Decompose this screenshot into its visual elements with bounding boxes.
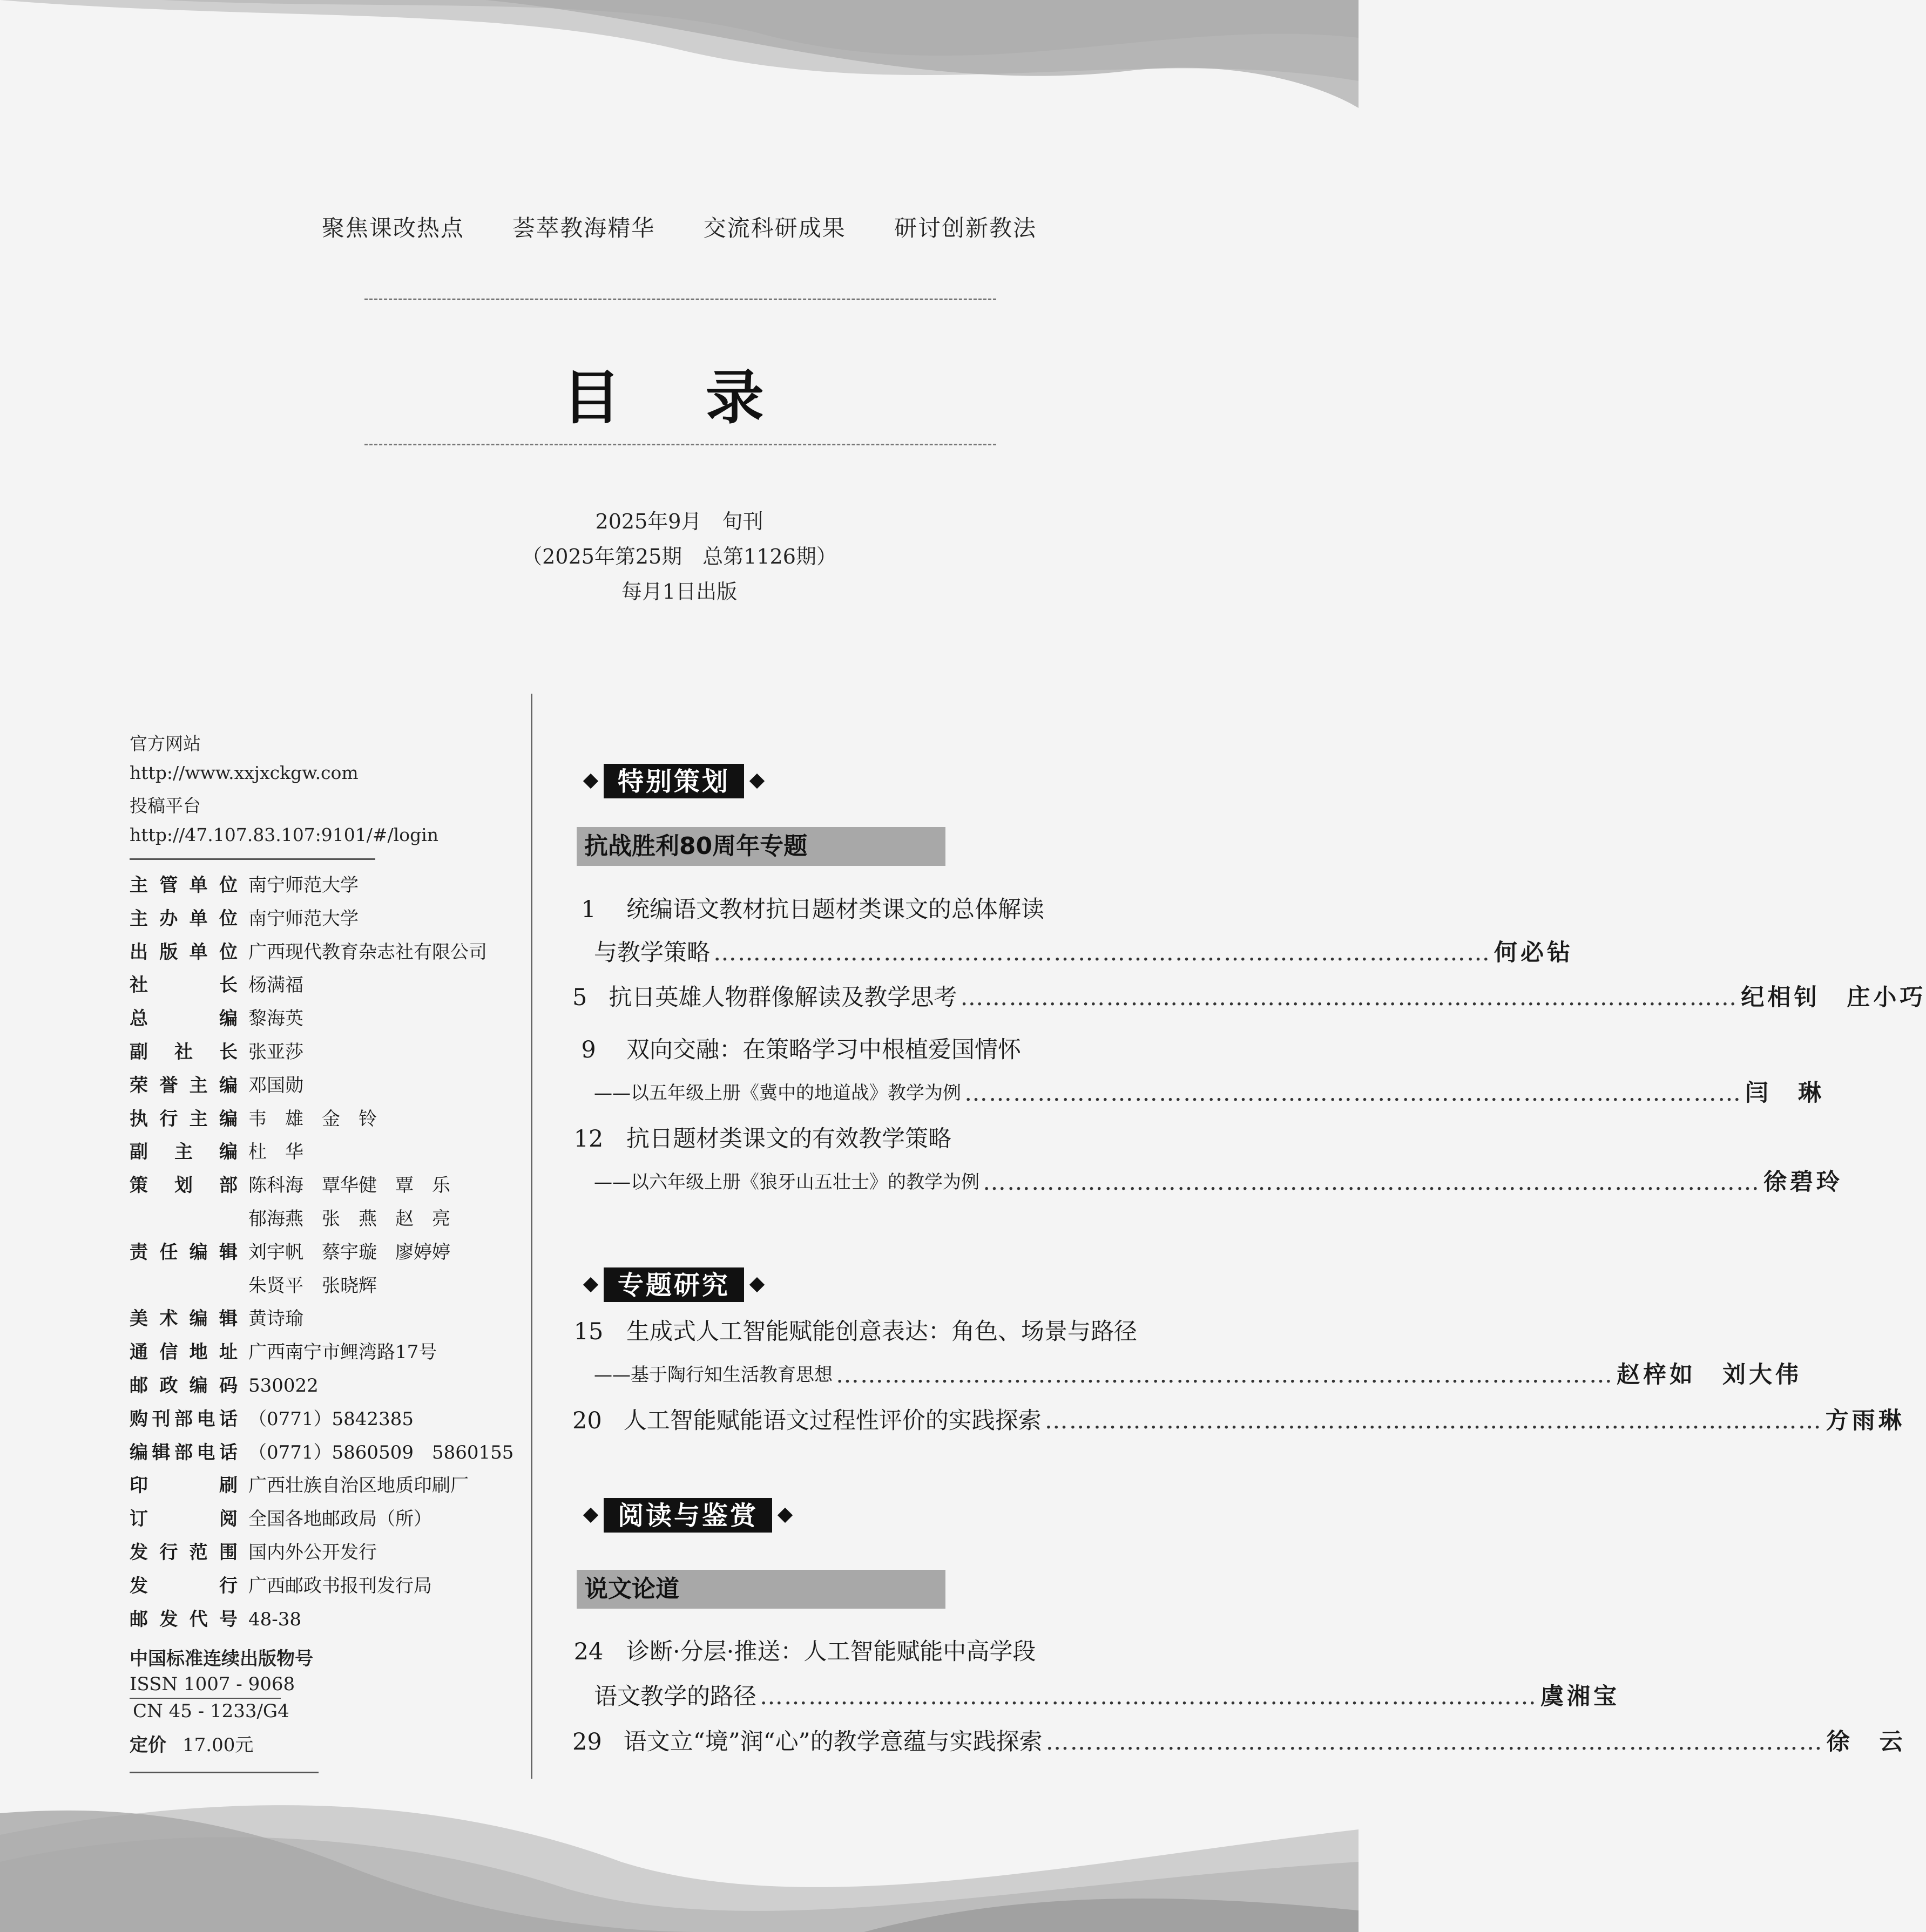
top-wave-decoration [0,0,1359,130]
entry-author: 赵梓如 刘大伟 [1617,1361,1802,1388]
masthead-value: 黎海英 [248,1008,303,1029]
masthead-row [130,1303,303,1335]
entry-title-cont: 与教学策略 [594,939,710,966]
masthead-row [130,1270,377,1302]
entry-subtitle: ——以五年级上册《冀中的地道战》教学为例 [594,1082,961,1104]
entry-author: 徐 云 [1826,1728,1906,1755]
entry-title: 生成式人工智能赋能创意表达：角色、场景与路径 [626,1318,1137,1345]
submit-label: 投稿平台 [130,795,201,816]
masthead-row [130,1069,303,1102]
masthead-value: 杜 华 [248,1141,303,1163]
masthead-key: 通信地址 [130,1341,238,1363]
masthead-row [130,1336,437,1368]
masthead-key: 购刊部电话 [130,1408,238,1430]
page-number: 20 [572,1407,602,1434]
issn: ISSN 1007 - 9068 [130,1673,295,1695]
page-number: 24 [573,1638,604,1665]
page-number: 1 [581,896,596,923]
masthead-key: 美术编辑 [130,1308,238,1330]
masthead-row [130,869,359,901]
toc-entry-subtitle[interactable] [572,1163,1843,1201]
toc-entry-continued[interactable] [572,934,1573,972]
leader-dots: …………………………………………………………………………………… [713,939,1491,966]
diamond-icon [778,1508,793,1523]
entry-title-cont: 语文教学的路径 [594,1683,756,1710]
toc-entry[interactable] [572,1120,1234,1158]
masthead-value: （0771）5860509 5860155 [248,1442,514,1463]
toc-entry[interactable] [572,1723,1906,1761]
price-label: 定价 [130,1734,166,1756]
issue-schedule: 每月1日出版 [621,580,738,604]
diamond-icon [583,1508,598,1523]
entry-author: 何必钻 [1494,939,1573,966]
toc-entry[interactable] [572,1402,1905,1440]
column-divider [531,694,532,1779]
topic-bar: 说文论道 [577,1570,945,1609]
masthead-value: 邓国勋 [248,1075,303,1096]
masthead-value: 南宁师范大学 [248,875,359,896]
masthead-key: 策划部 [130,1175,238,1196]
cn-number: CN 45 - 1233/G4 [133,1700,289,1722]
section-title: 专题研究 [604,1267,744,1302]
masthead-row [130,1136,303,1168]
masthead-key: 社长 [130,974,238,996]
diamond-icon [749,774,765,789]
masthead-key: 副主编 [130,1141,238,1163]
diamond-icon [583,774,598,789]
masthead-key: 总编 [130,1008,238,1029]
slogan-item: 研讨创新教法 [894,215,1037,241]
masthead-row [130,1370,319,1402]
masthead-row [130,1036,303,1068]
masthead-value: 广西现代教育杂志社有限公司 [248,941,487,963]
masthead-key: 发行 [130,1575,238,1597]
masthead-value: 张亚莎 [248,1041,303,1063]
masthead-key: 主管单位 [130,875,238,896]
masthead-row [130,1503,432,1535]
slogan-item: 荟萃教海精华 [512,215,655,241]
section-reading [578,1496,798,1534]
entry-title: 抗日英雄人物群像解读及教学思考 [609,984,957,1011]
masthead-value: 530022 [248,1375,319,1397]
masthead-row [130,936,487,968]
toc-entry[interactable] [572,1313,1234,1351]
entry-author: 方雨琳 [1825,1407,1905,1434]
masthead-row [130,969,303,1001]
masthead-value: 朱贤平 张晓辉 [248,1275,377,1297]
page-number: 5 [572,984,587,1011]
diamond-icon [583,1277,598,1292]
masthead-key: 订阅 [130,1508,238,1530]
diamond-icon [749,1277,765,1292]
masthead-key: 印刷 [130,1475,238,1496]
masthead-key: 邮政编码 [130,1375,238,1397]
masthead-row [130,1236,450,1269]
masthead-value: 国内外公开发行 [248,1542,377,1563]
entry-author: 徐碧玲 [1763,1169,1843,1196]
masthead-value: 黄诗瑜 [248,1308,303,1330]
slogan [0,211,1359,243]
leader-dots: …………………………………………………………………………………… [964,1080,1742,1107]
entry-subtitle: ——以六年级上册《狼牙山五壮士》的教学为例 [594,1171,979,1193]
entry-title: 语文立“境”润“心”的教学意蕴与实践探索 [623,1728,1043,1755]
masthead-row [130,1203,450,1235]
masthead-row [130,1536,377,1569]
masthead-row [130,903,359,935]
section-title: 特别策划 [604,764,744,798]
masthead-row [130,1570,432,1602]
masthead-value: 南宁师范大学 [248,908,359,930]
website-label: 官方网站 [130,733,201,754]
masthead-key: 主办单位 [130,908,238,930]
masthead-key: 荣誉主编 [130,1075,238,1096]
masthead-key: 出版单位 [130,941,238,963]
entry-title: 统编语文教材抗日题材类课文的总体解读 [626,896,1044,923]
serial-label: 中国标准连续出版物号 [130,1648,313,1670]
toc-entry[interactable] [572,891,1234,928]
masthead-value: 杨满福 [248,974,303,996]
masthead-row [130,1469,469,1502]
issn-rule [130,1698,281,1699]
masthead-value: 全国各地邮政局（所） [248,1508,432,1530]
bottom-wave-decoration [0,1770,1359,1932]
toc-entry-continued[interactable] [572,1678,1620,1716]
leader-dots: …………………………………………………………………………………… [983,1169,1760,1196]
masthead-row [130,1403,414,1435]
section-research [578,1266,770,1304]
masthead-value: 48-38 [248,1609,302,1630]
submit-link[interactable]: http://47.107.83.107:9101/#/login [130,824,439,845]
entry-author: 闫 琳 [1745,1080,1824,1107]
entry-title: 抗日题材类课文的有效教学策略 [626,1126,951,1153]
issue-number: （2025年第25期 总第1126期） [522,545,837,568]
entry-title: 人工智能赋能语文过程性评价的实践探索 [623,1407,1042,1434]
masthead-key [130,1270,238,1302]
masthead-value: 广西南宁市鲤湾路17号 [248,1341,437,1363]
entry-author: 虞湘宝 [1540,1683,1620,1710]
masthead-row [130,1436,513,1469]
masthead-value: 广西邮政书报刊发行局 [248,1575,432,1597]
page-title: 目 录 [562,364,796,432]
page-number: 9 [581,1036,596,1063]
toc-entry[interactable] [572,1031,1234,1069]
slogan-item: 聚焦课改热点 [321,215,464,241]
entry-author: 纪相钊 庄小巧 [1741,984,1926,1011]
masthead-key: 副社长 [130,1041,238,1063]
leader-dots: …………………………………………………………………………………… [1045,1728,1823,1755]
masthead-value: （0771）5842385 [248,1408,414,1430]
divider-bottom [364,444,996,445]
masthead-row [130,1603,301,1636]
masthead-key: 执行主编 [130,1108,238,1130]
toc-entry[interactable] [572,1633,1234,1671]
topic-bar: 抗战胜利80周年专题 [577,827,945,866]
section-title: 阅读与鉴赏 [604,1498,772,1533]
masthead-key: 责任编辑 [130,1242,238,1263]
masthead-value: 陈科海 覃华健 覃 乐 [248,1175,450,1196]
issue-date: 2025年9月 旬刊 [595,510,763,533]
entry-subtitle: ——基于陶行知生活教育思想 [594,1364,833,1386]
toc-entry[interactable] [572,979,1926,1016]
masthead-row [130,1002,303,1035]
page-number: 12 [573,1126,604,1153]
leader-dots: …………………………………………………………………………………… [836,1361,1613,1388]
masthead-value: 韦 雄 金 铃 [248,1108,377,1130]
leader-dots: …………………………………………………………………………………… [1044,1407,1822,1434]
price-value: 17.00元 [183,1734,254,1756]
toc-entry-subtitle[interactable] [572,1074,1824,1112]
divider-top [364,299,996,300]
masthead-key [130,1203,238,1235]
toc-entry-subtitle[interactable] [572,1356,1802,1394]
masthead-row [130,1103,377,1135]
masthead-row [130,1169,450,1202]
page-number: 15 [573,1318,604,1345]
leader-dots: …………………………………………………………………………………… [960,984,1738,1011]
page-number: 29 [572,1728,602,1755]
website-link[interactable]: http://www.xxjxckgw.com [130,762,359,783]
entry-title: 诊断·分层·推送：人工智能赋能中高学段 [626,1638,1036,1665]
entry-title: 双向交融：在策略学习中根植爱国情怀 [626,1036,1021,1063]
masthead-key: 邮发代号 [130,1609,238,1630]
info-rule [130,858,375,860]
section-special [578,762,770,800]
price [130,1730,253,1757]
masthead-value: 郁海燕 张 燕 赵 亮 [248,1208,450,1230]
leader-dots: …………………………………………………………………………………… [760,1683,1537,1710]
masthead-key: 编辑部电话 [130,1442,238,1463]
slogan-item: 交流科研成果 [703,215,846,241]
masthead-value: 广西壮族自治区地质印刷厂 [248,1475,469,1496]
bottom-rule [130,1772,319,1773]
masthead-key: 发行范围 [130,1542,238,1563]
masthead-value: 刘宇帆 蔡宇璇 廖婷婷 [248,1242,450,1263]
